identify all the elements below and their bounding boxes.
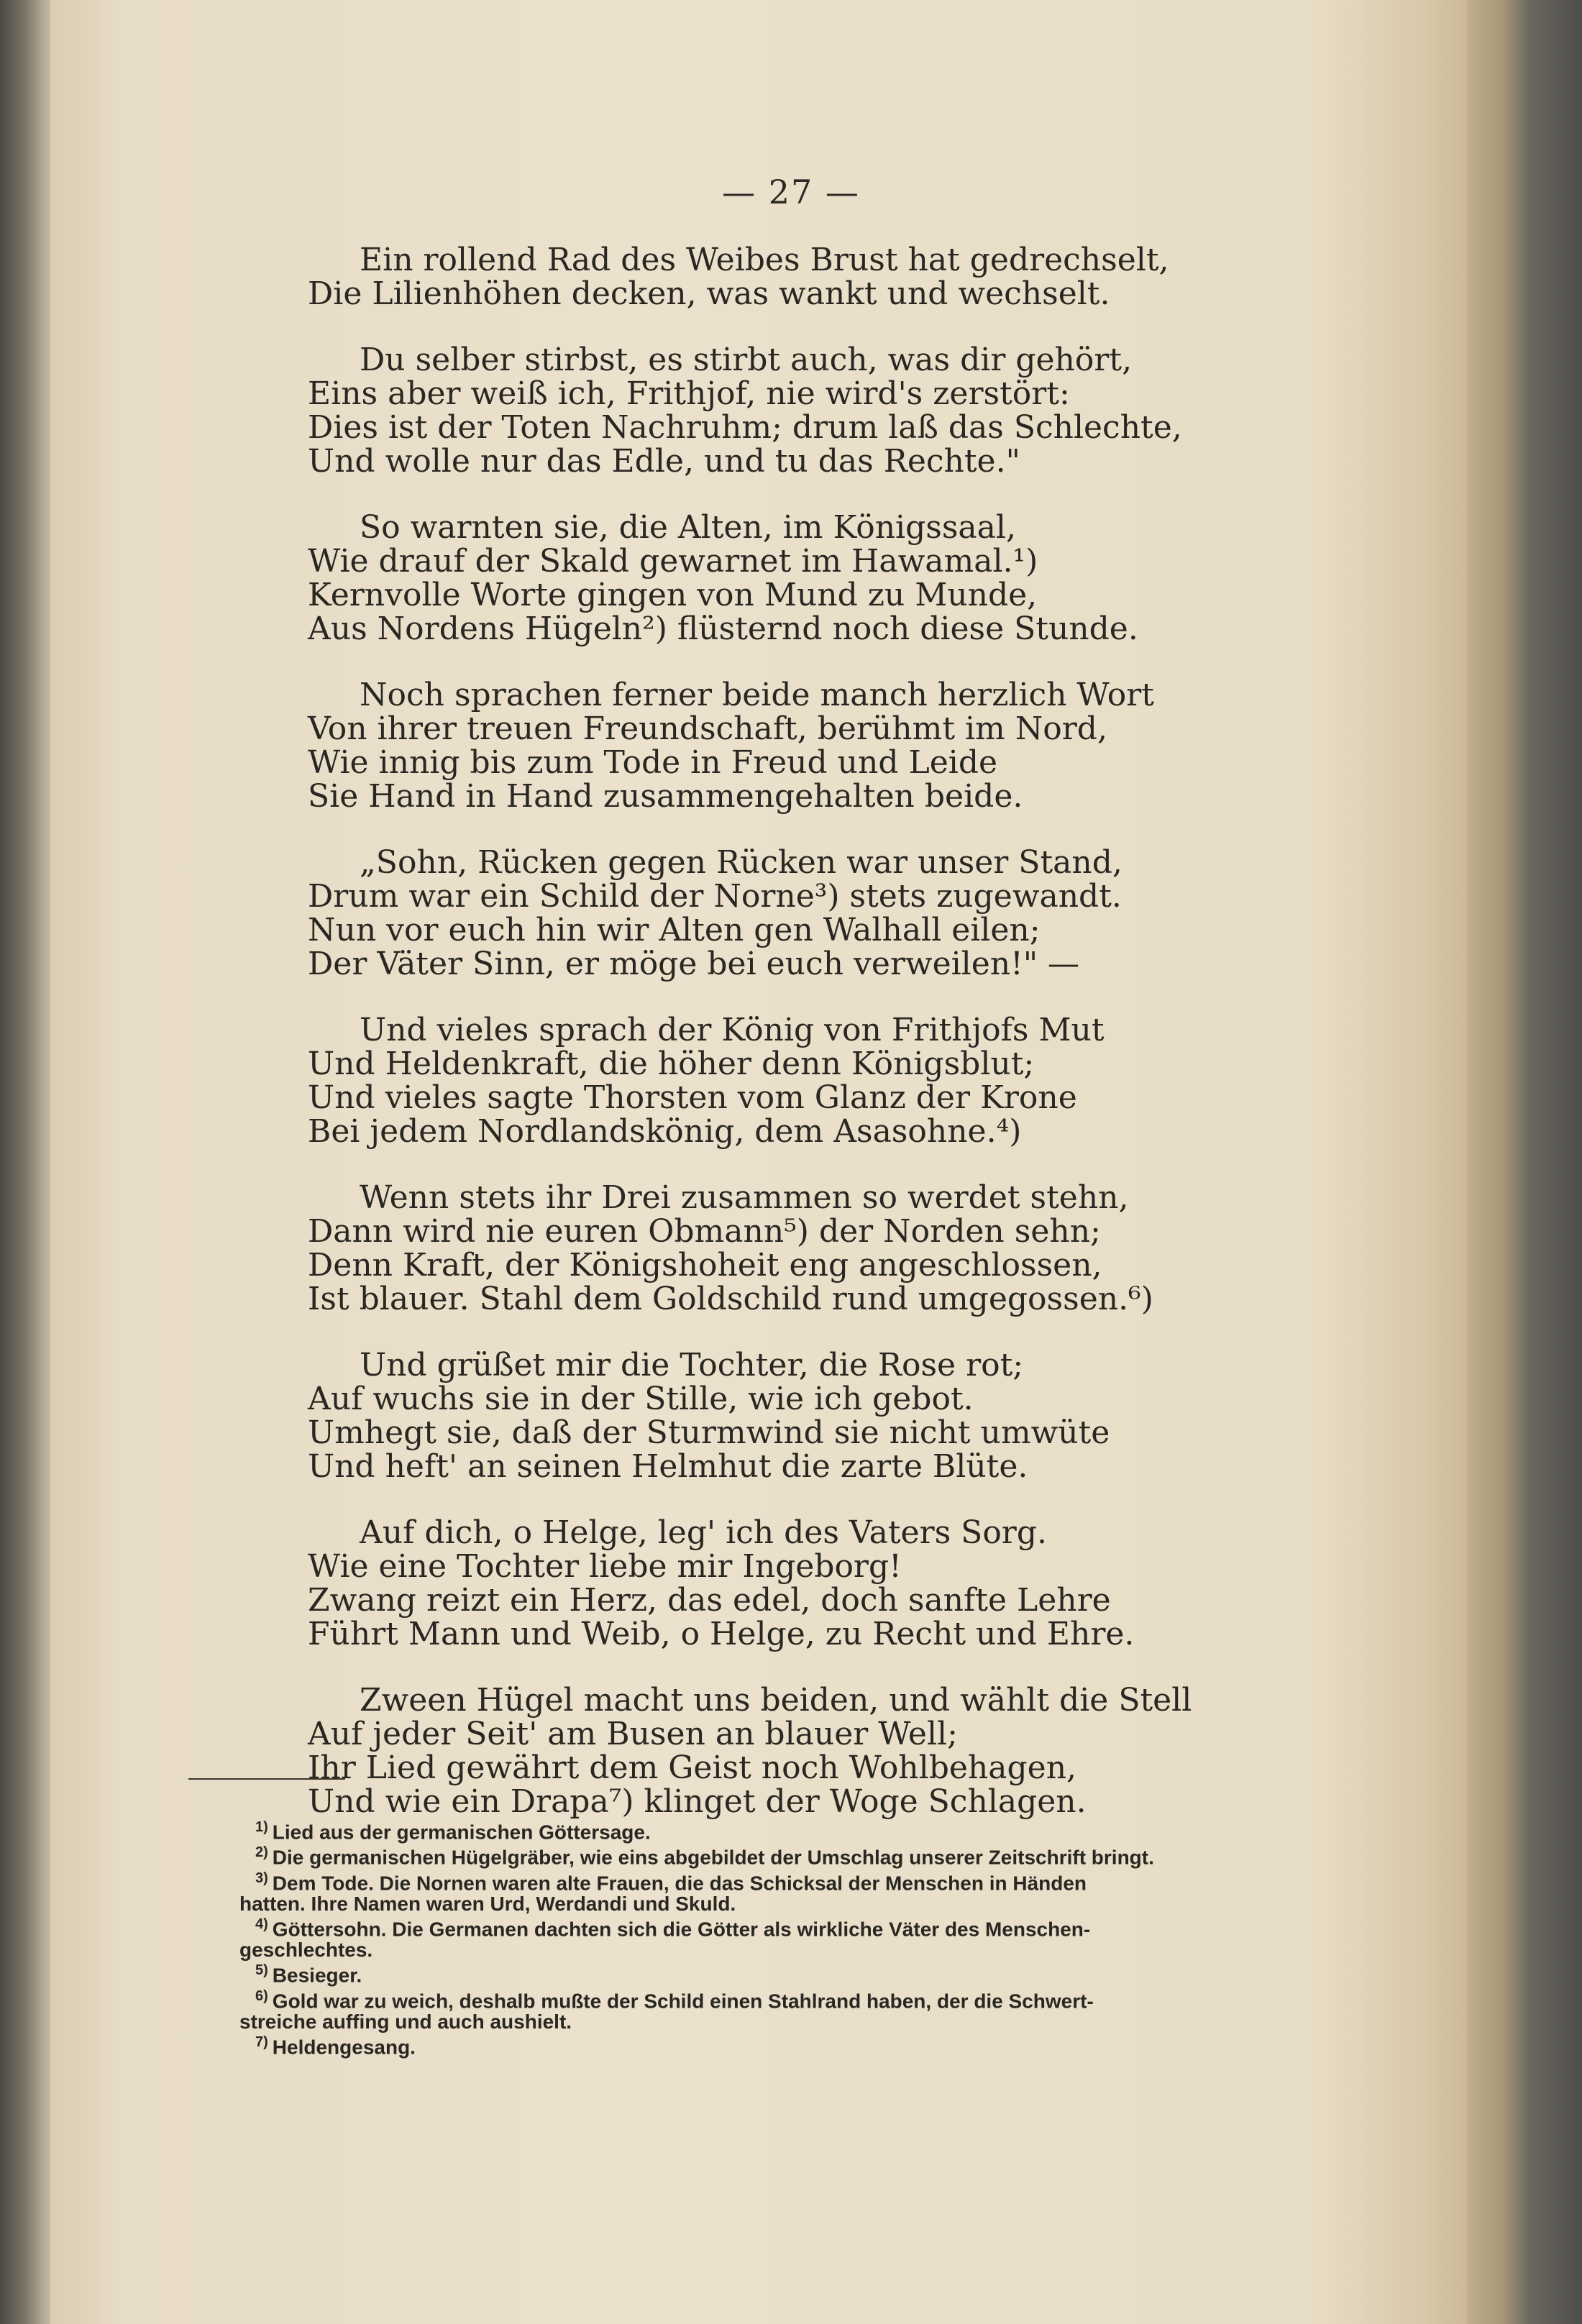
- poem-line: Wenn stets ihr Drei zusammen so werdet stehn,: [360, 1179, 1129, 1216]
- footnotes: [239, 1817, 1284, 2059]
- poem-line: „Sohn, Rücken gegen Rücken war unser Stand,: [360, 844, 1123, 881]
- stanza: [308, 1348, 1386, 1483]
- footnote-divider: [188, 1778, 345, 1780]
- poem-line: Zween Hügel macht uns beiden, und wählt die Stell: [360, 1682, 1192, 1719]
- footnote: [255, 1842, 1284, 1867]
- footnote-marker: 6): [255, 1987, 268, 2004]
- poem-line: Und Heldenkraft, die höher denn Königsblut;: [308, 1046, 1035, 1082]
- poem-line: Drum war ein Schild der Norne³) stets zugewandt.: [308, 878, 1122, 915]
- footnote-marker: 4): [255, 1916, 268, 1932]
- footnote-text: Göttersohn. Die Germanen dachten sich die Götter als wirkliche Väter des Menschen-: [272, 1918, 1091, 1941]
- poem-line: Nun vor euch hin wir Alten gen Walhall eilen;: [308, 912, 1041, 948]
- poem-line: Noch sprachen ferner beide manch herzlich Wort: [360, 677, 1154, 713]
- page-number: — 27 —: [722, 173, 860, 211]
- footnote-marker: 3): [255, 1870, 268, 1886]
- poem-line: Auf wuchs sie in der Stille, wie ich gebot.: [308, 1381, 974, 1417]
- poem-body: [308, 243, 1386, 1851]
- footnote-marker: 2): [255, 1844, 268, 1861]
- poem-line: Du selber stirbst, es stirbt auch, was dir gehört,: [360, 342, 1133, 378]
- footnote-text: Heldengesang.: [272, 2036, 416, 2059]
- poem-line: Dann wird nie euren Obmann⁵) der Norden sehn;: [308, 1213, 1101, 1250]
- poem-line: Der Väter Sinn, er möge bei euch verweilen!" —: [308, 946, 1080, 982]
- stanza: [308, 1516, 1386, 1651]
- poem-line: Bei jedem Nordlandskönig, dem Asasohne.⁴): [308, 1113, 1022, 1150]
- poem-line: Wie eine Tochter liebe mir Ingeborg!: [308, 1548, 902, 1585]
- stanza: [308, 678, 1386, 813]
- footnote-text: Die germanischen Hügelgräber, wie eins abgebildet der Umschlag unserer Zeitschrift bringt.: [272, 1846, 1154, 1869]
- footnote-text: Besieger.: [272, 1964, 362, 1987]
- poem-line: Kernvolle Worte gingen von Mund zu Munde,: [308, 577, 1038, 613]
- book-right-edge: [1467, 0, 1582, 2324]
- poem-line: Und heft' an seinen Helmhut die zarte Blüte.: [308, 1448, 1028, 1485]
- footnote-continuation: streiche auffing und auch aushielt.: [239, 2010, 572, 2033]
- footnote-text: Dem Tode. Die Nornen waren alte Frauen, die das Schicksal der Menschen in Händen: [272, 1871, 1087, 1894]
- poem-line: Zwang reizt ein Herz, das edel, doch sanfte Lehre: [308, 1582, 1111, 1619]
- poem-line: Aus Nordens Hügeln²) flüsternd noch diese Stunde.: [308, 610, 1138, 647]
- poem-line: Und wie ein Drapa⁷) klinget der Woge Schlagen.: [308, 1783, 1087, 1820]
- footnote-continuation: geschlechtes.: [239, 1939, 373, 1962]
- poem-line: Die Lilienhöhen decken, was wankt und wechselt.: [308, 275, 1110, 312]
- poem-line: So warnten sie, die Alten, im Königssaal,: [360, 509, 1016, 546]
- poem-line: Wie drauf der Skald gewarnet im Hawamal.¹): [308, 543, 1038, 580]
- poem-line: Ihr Lied gewährt dem Geist noch Wohlbehagen,: [308, 1749, 1077, 1786]
- poem-line: Auf dich, o Helge, leg' ich des Vaters Sorg.: [360, 1514, 1047, 1551]
- poem-line: Eins aber weiß ich, Frithjof, nie wird's zerstört:: [308, 375, 1070, 412]
- footnote: [255, 1817, 1284, 1842]
- poem-line: Wie innig bis zum Tode in Freud und Leide: [308, 744, 998, 781]
- book-left-edge: [0, 0, 56, 2324]
- footnote-marker: 5): [255, 1962, 268, 1979]
- poem-line: Und grüßet mir die Tochter, die Rose rot;: [360, 1347, 1024, 1383]
- footnote-text: Gold war zu weich, deshalb mußte der Schild einen Stahlrand haben, der die Schwert-: [272, 1989, 1094, 2012]
- footnote-marker: 1): [255, 1819, 268, 1835]
- stanza: [308, 1683, 1386, 1819]
- footnote-marker: 7): [255, 2034, 268, 2050]
- poem-line: Und wolle nur das Edle, und tu das Rechte.": [308, 443, 1020, 480]
- footnote: [255, 1960, 1284, 1985]
- poem-line: Dies ist der Toten Nachruhm; drum laß das Schlechte,: [308, 409, 1182, 446]
- poem-line: Umhegt sie, daß der Sturmwind sie nicht umwüte: [308, 1414, 1110, 1451]
- footnote-text: Lied aus der germanischen Göttersage.: [272, 1821, 651, 1844]
- poem-line: Ein rollend Rad des Weibes Brust hat gedrechselt,: [360, 242, 1169, 278]
- stanza: [308, 1181, 1386, 1316]
- poem-line: Von ihrer treuen Freundschaft, berühmt im Nord,: [308, 710, 1107, 747]
- stanza: [308, 846, 1386, 981]
- stanza: [308, 343, 1386, 478]
- poem-line: Sie Hand in Hand zusammengehalten beide.: [308, 778, 1023, 815]
- stanza: [308, 1013, 1386, 1148]
- poem-line: Auf jeder Seit' am Busen an blauer Well;: [308, 1716, 958, 1752]
- poem-line: Ist blauer. Stahl dem Goldschild rund umgegossen.⁶): [308, 1281, 1153, 1317]
- poem-line: Denn Kraft, der Königshoheit eng angeschlossen,: [308, 1247, 1102, 1284]
- poem-line: Und vieles sagte Thorsten vom Glanz der Krone: [308, 1079, 1077, 1116]
- footnote: [255, 2032, 1284, 2057]
- poem-line: Und vieles sprach der König von Frithjofs Mut: [360, 1012, 1105, 1048]
- footnote: [239, 1986, 1284, 2033]
- footnote: [239, 1868, 1284, 1915]
- stanza: [308, 511, 1386, 646]
- footnote: [239, 1914, 1284, 1962]
- poem-line: Führt Mann und Weib, o Helge, zu Recht und Ehre.: [308, 1616, 1135, 1652]
- footnote-continuation: hatten. Ihre Namen waren Urd, Werdandi und Skuld.: [239, 1892, 736, 1915]
- stanza: [308, 243, 1386, 311]
